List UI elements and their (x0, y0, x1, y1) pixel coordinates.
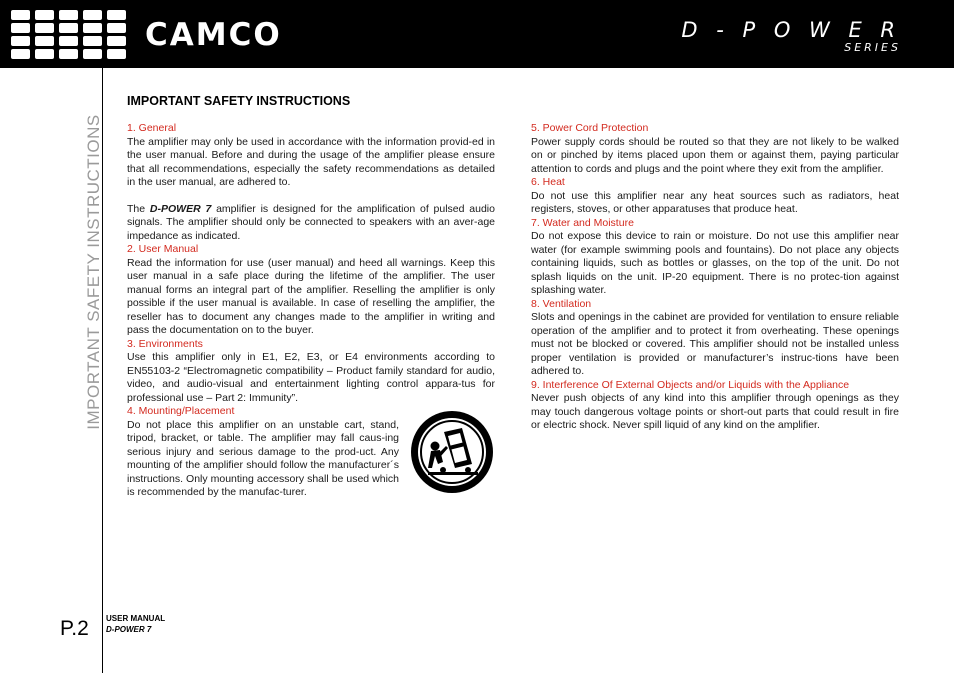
page-header (0, 0, 954, 68)
section-environments (127, 338, 495, 406)
section-power-cord (531, 122, 899, 176)
page-number: P.2 (60, 617, 89, 640)
section-paragraph: The amplifier may only be used in accordance with the information provid-ed in the user manual. Before and during the usage of the amplifier please ensure that all recommendations, especially the safety recommendations as detailed in the user manual, are adhered to. (127, 135, 495, 188)
section-heading: 4. Mounting/Placement (127, 405, 235, 417)
section-water (531, 217, 899, 298)
section-heading: 5. Power Cord Protection (531, 122, 649, 134)
section-paragraph: Read the information for use (user manual) and heed all warnings. Keep this user manual in a safe place during the lifetime of the amplifier. The user manual forms an integral part of the amplifier. Reselling the amplifier is only possible if the user manual is available. In case of reselling the amplifier, the reseller has to document any changes made to the amplifier in writing and pass the documentation on to the buyer. (127, 256, 495, 336)
footer-product-label: D-POWER 7 (106, 625, 152, 634)
product-name-inline: D-POWER 7 (149, 202, 212, 215)
note-prefix: The (127, 202, 150, 215)
product-title: D - P O W E R (681, 18, 901, 42)
section-heat (531, 176, 899, 217)
footer-manual-label: USER MANUAL (106, 614, 166, 623)
section-paragraph: Do not expose this device to rain or moisture. Do not use this amplifier near water (for example swimming pools and fountains). Do not place any objects containing liquids, such as bottles or glasses, on the top of the unit. Do not splash liquids on the unit. IP-20 equipment. There is no protec-tion against splashing water. (531, 230, 899, 296)
section-paragraph: Power supply cords should be routed so that they are not likely to be walked on or pinched by items placed upon them or against them, paying particular attention to cords and plugs and the point where they exit from the amplifier. (531, 135, 899, 175)
section-interference (531, 379, 899, 433)
section-general (127, 122, 495, 243)
series-label: SERIES (844, 41, 901, 54)
sidebar-title: IMPORTANT SAFETY INSTRUCTIONS (84, 114, 103, 430)
section-paragraph: Do not use this amplifier near any heat sources such as radiators, heat registers, stoves, or other apparatuses that produce heat. (531, 189, 899, 215)
note-rest: amplifier is designed for the amplification of pulsed audio signals. The amplifier should only be connected to speakers with an aver-age impedance as indicated. (127, 202, 495, 242)
section-heading: 2. User Manual (127, 243, 199, 255)
section-heading: 1. General (127, 122, 177, 134)
section-heading: 9. Interference Of External Objects and/or Liquids with the Appliance (531, 378, 850, 391)
section-user-manual (127, 243, 495, 338)
section-paragraph-note (127, 203, 495, 244)
section-heading: 3. Environments (127, 337, 203, 350)
section-heading: 7. Water and Moisture (531, 216, 634, 229)
section-paragraph: Slots and openings in the cabinet are provided for ventilation to ensure reliable operation of the amplifier and to protect it from overheating. These openings must not be blocked or covered. This amplifier should not be installed unless proper ventilation is provided or manufacturer’s instruc-tions have been adhered to. (531, 311, 899, 377)
section-paragraph: Do not place this amplifier on an unstable cart, stand, tripod, bracket, or table. The amplifier may fall caus-ing serious injury and serious damage to the prod-uct. Any mounting of the amplifier should follow the manufacturer´s instructions. Only mounting accessory shall be used which is recommended by the manufac-turer. (127, 418, 399, 498)
right-column (531, 122, 899, 433)
document-title: IMPORTANT SAFETY INSTRUCTIONS (127, 94, 351, 108)
section-heading: 8. Ventilation (531, 297, 592, 310)
left-column (127, 94, 495, 500)
grid-logo-icon (11, 10, 129, 60)
section-heading: 6. Heat (531, 176, 565, 188)
brand-logo: CAMCO (145, 17, 282, 53)
cart-tip-over-warning-icon (410, 410, 494, 494)
section-paragraph: Use this amplifier only in E1, E2, E3, or E4 environments according to EN55103-2 “Electromagnetic compatibility – Product family standard for audio, video, and audio-visual and entertainment lighting control appara-tus for professional use – Part 2: Immunity”. (127, 351, 495, 404)
section-paragraph: Never push objects of any kind into this amplifier through openings as they may touch dangerous voltage points or short-out parts that could result in fire or electric shock. Never spill liquid of any kind on the amplifier. (531, 392, 899, 431)
section-ventilation (531, 298, 899, 379)
section-mounting (127, 405, 495, 500)
